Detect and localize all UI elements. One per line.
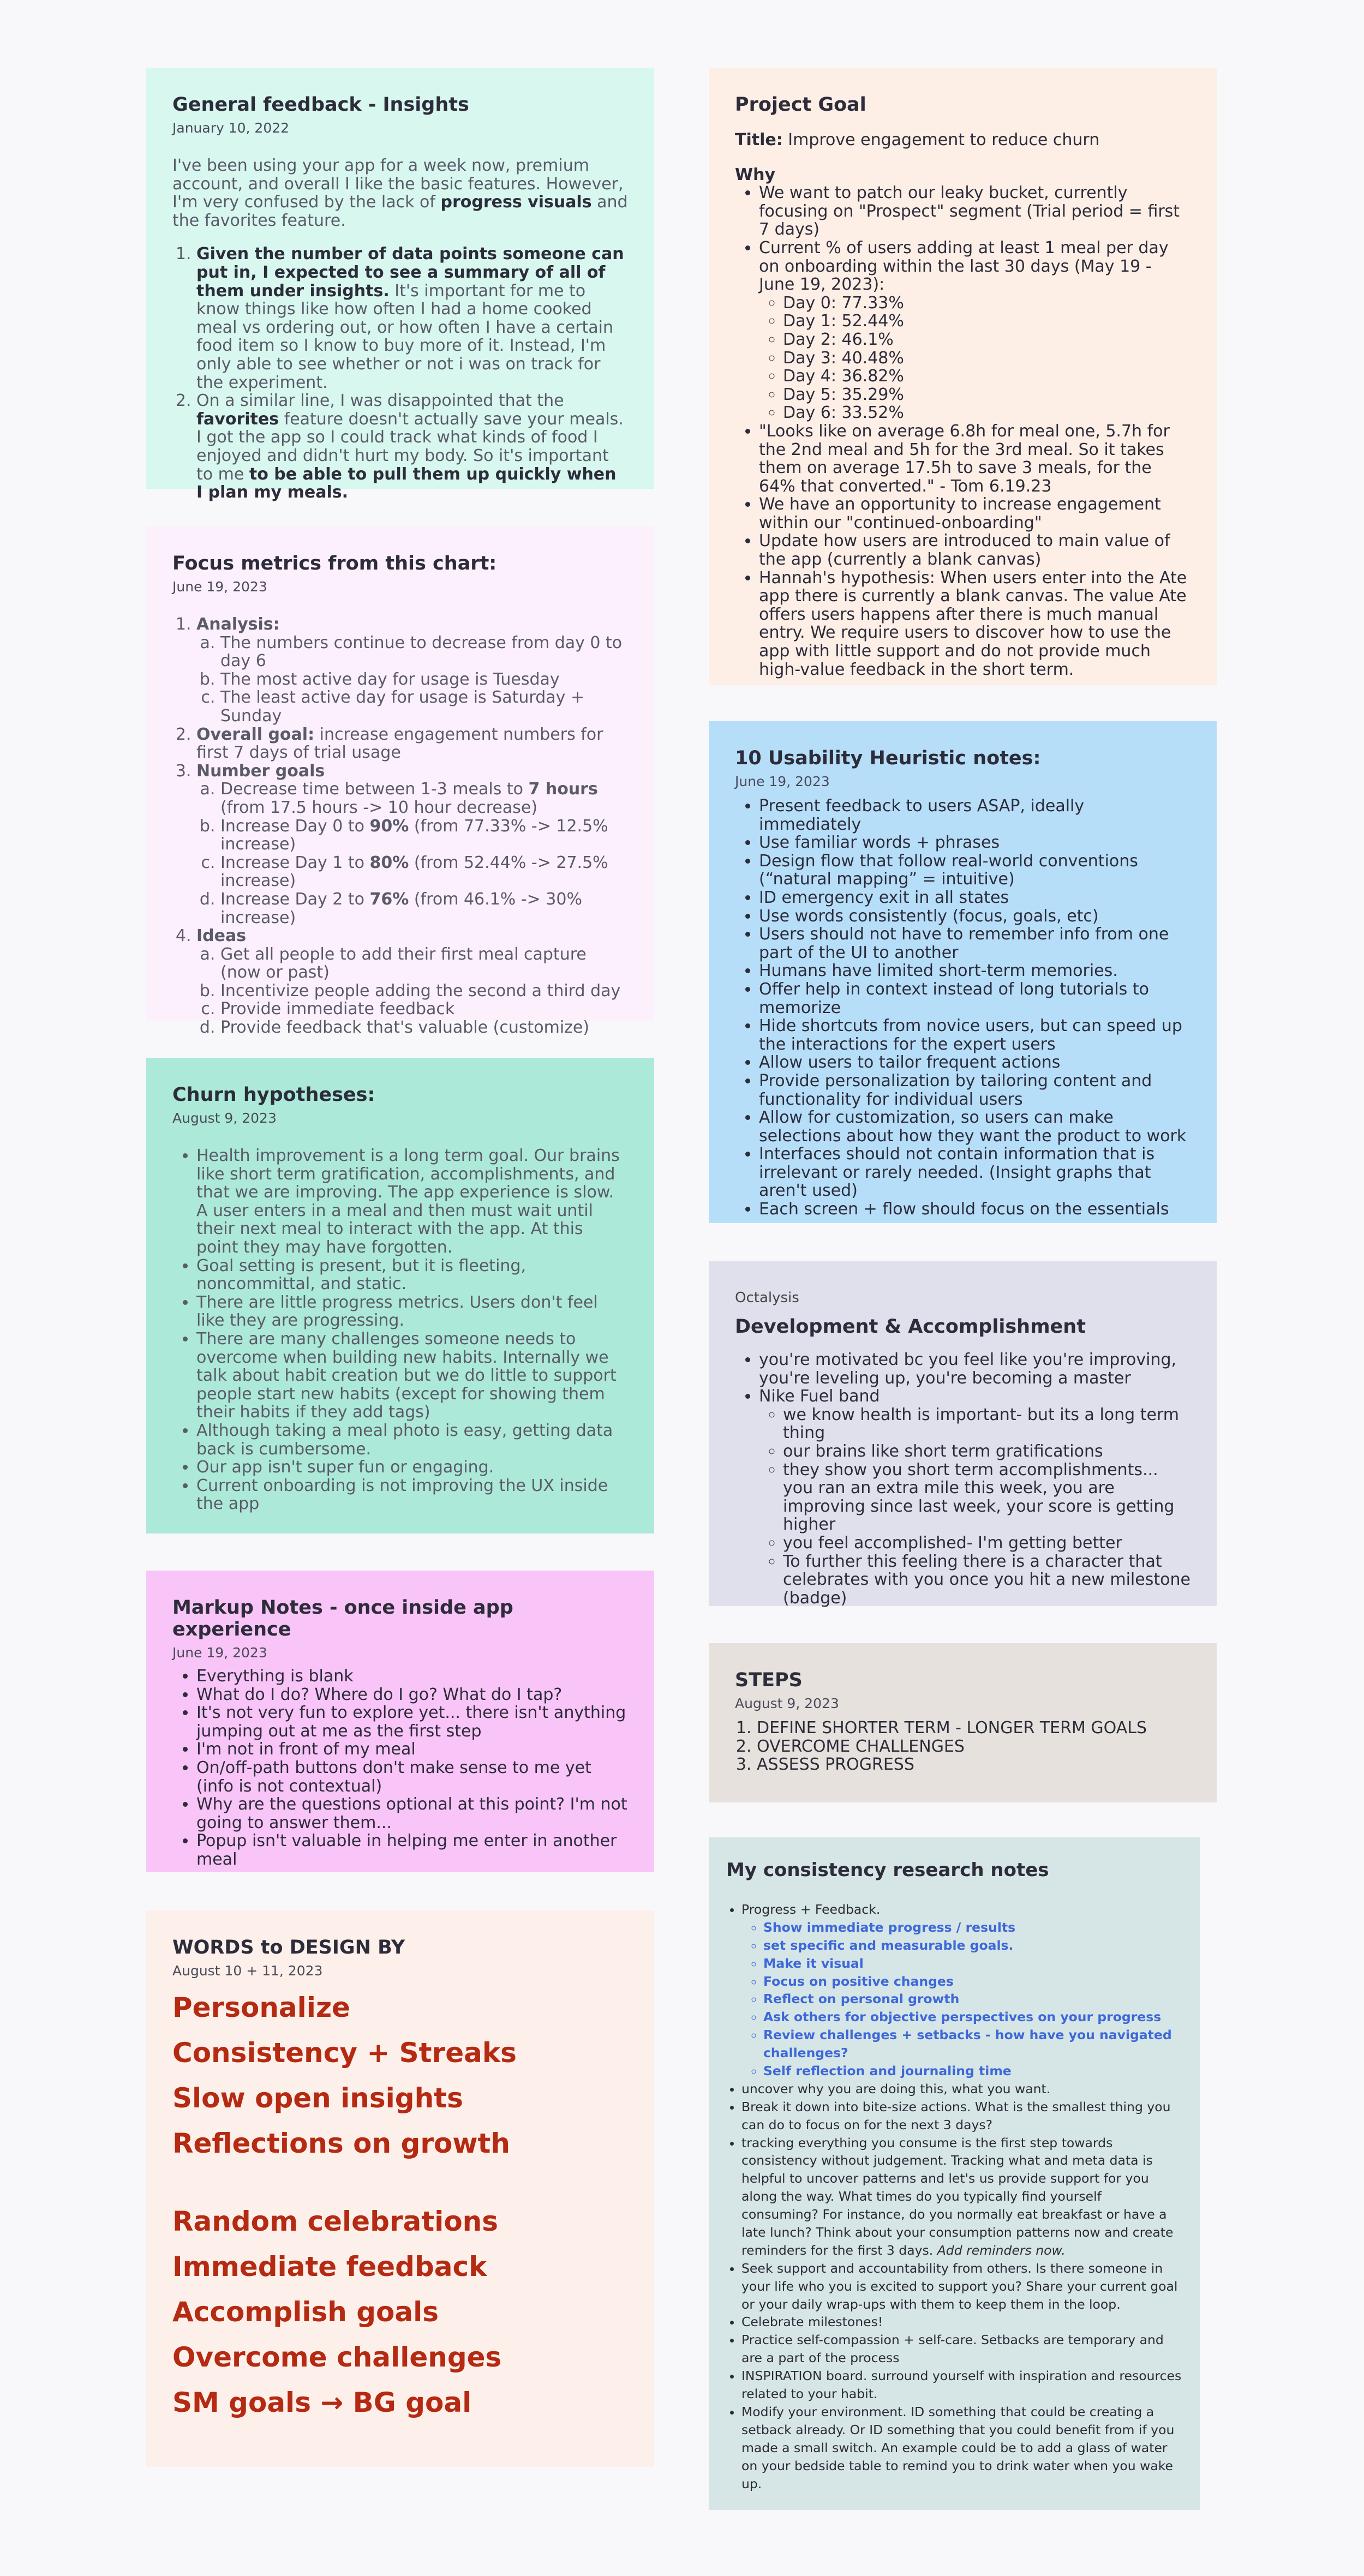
general-feedback-card [146,68,654,502]
list-item: • Current onboarding is not improving the UX inside the app [196,1477,628,1513]
list-item [741,2134,1182,2260]
steps-list [735,1719,1190,1774]
sub-list [741,1919,1182,2080]
octalysis-list [735,1351,1190,1607]
list-item [196,762,628,927]
list-item: 3. ASSESS PROGRESS [757,1756,1190,1774]
design-word: Slow open insights [172,2082,463,2114]
list-item: • Present feedback to users ASAP, ideally immediately [759,797,1190,834]
sub-item: ◦ To further this feeling there is a character that celebrates with you once you hit a new milestone (badge) [783,1553,1190,1608]
list-item: • Each screen + flow should focus on the essentials [759,1200,1190,1219]
sub-text: Increase Day 1 to [220,853,370,872]
item-text: On a similar line, I was disappointed that the [196,391,564,411]
sub-item: ◦ Reflect on personal growth [763,1990,1182,2008]
list-item: • Update how users are introduced to main value of the app (currently a blank canvas) [759,532,1190,568]
list-item: • Goal setting is present, but it is fleeting, noncommittal, and static. [196,1257,628,1293]
steps-card [709,1643,1217,1802]
list-item: • On/off-path buttons don't make sense to me yet (info is not contextual) [196,1759,628,1795]
why-heading: Why [735,165,776,184]
list-item: • Modify your environment. ID something that could be creating a setback already. Or ID something that you could benefit from if you made a small switch. An example could be to add a glass of water on your bedside table to remind you to drink water when you wake up. [741,2403,1182,2493]
list-item: • What do I do? Where do I go? What do I tap? [196,1686,628,1704]
sub-list [759,1406,1190,1608]
card-date: August 9, 2023 [172,1110,277,1126]
design-word: Accomplish goals [172,2296,439,2328]
card-title: Churn hypotheses: [172,1084,375,1106]
list-item: • Break it down into bite-size actions. What is the smallest thing you can do to focus on for the next 3 days? [741,2098,1182,2134]
list-item: • There are little progress metrics. Users don't feel like they are progressing. [196,1293,628,1330]
sub-item: ◦ we know health is important- but its a long term thing [783,1406,1190,1442]
card-title: Development & Accomplishment [735,1316,1086,1338]
list-item [196,927,628,1037]
card-title: General feedback - Insights [172,94,469,116]
item-bold: Given the number of data points someone can put in, I expected to see a summary of all of them under insights. [196,244,624,301]
item-text: increase engagement numbers for first 7 days of trial usage [196,724,603,763]
sub-item: a. The numbers continue to decrease from day 0 to day 6 [220,634,628,670]
sub-item [220,817,628,854]
design-word: SM goals → BG goal [172,2387,472,2418]
list-item: • INSPIRATION board. surround yourself with inspiration and resources related to your habit. [741,2367,1182,2403]
markup-list [172,1667,628,1869]
day-item: ◦ Day 6: 33.52% [783,404,1190,422]
sub-item: ◦ our brains like short term gratifications [783,1442,1190,1461]
list-item: • ID emergency exit in all states [759,889,1190,907]
list-item: • Humans have limited short-term memories. [759,962,1190,980]
goal-title-label: Title: [735,130,783,149]
sub-item: ◦ set specific and measurable goals. [763,1937,1182,1955]
intro-text: I've been using your app for a week now, premium account, and overall I like the basic features. However, I'm very confused by the lack of [172,156,624,212]
intro-text-end: and the favorites feature. [172,193,628,230]
day-item: ◦ Day 0: 77.33% [783,294,1190,313]
section-head: Overall goal: [196,724,315,744]
sub-bold: 7 hours [528,780,598,799]
sub-text: Increase Day 2 to [220,889,370,909]
list-item: • "Looks like on average 6.8h for meal one, 5.7h for the 2nd meal and 5h for the 3rd meal. So it takes them on average 17.5h to save 3 meals, for the 64% that converted." - Tom 6.19.23 [759,422,1190,495]
feedback-list [172,245,628,501]
card-date: August 9, 2023 [735,1696,839,1711]
list-item [196,615,628,726]
day-item: ◦ Day 2: 46.1% [783,331,1190,349]
sub-text: (from 77.33% -> 12.5% increase) [220,816,608,854]
list-item: • Popup isn't valuable in helping me enter in another meal [196,1832,628,1868]
day-item: ◦ Day 5: 35.29% [783,386,1190,404]
list-item: • Practice self-compassion + self-care. Setbacks are temporary and are a part of the process [741,2331,1182,2367]
list-item: • Everything is blank [196,1667,628,1686]
sub-bold: 80% [369,853,409,872]
list-item: • Why are the questions optional at this point? I'm not going to answer them... [196,1795,628,1832]
list-item: • Hannah's hypothesis: When users enter into the Ate app there is currently a blank canvas. The value Ate offers users happens after there is much manual entry. We require users to discover how to use the app with little support and do not provide much high-value feedback in the short term. [759,569,1190,679]
item-text: feature doesn't actually save your meals. I got the app so I could track what kinds of food I enjoyed and didn't hurt my body. So it's important to me [196,409,624,484]
sub-text: (from 17.5 hours -> 10 hour decrease) [220,798,538,817]
usability-heuristics-card [709,721,1217,1223]
card-date: June 19, 2023 [735,774,830,789]
sub-item [220,854,628,890]
list-item [741,1901,1182,2080]
item-text: It's important for me to know things like how often I had a home cooked meal vs ordering out, or how often I have a certain food item so I know to buy more of it. Instead, I'm only able to see whether or not i was on track for the experiment. [196,281,614,392]
sub-item [220,780,628,817]
card-label: Octalysis [735,1290,799,1306]
list-item [759,239,1190,422]
list-item: • Design flow that follow real-world conventions (“natural mapping” = intuitive) [759,852,1190,889]
sub-item: ◦ Focus on positive changes [763,1973,1182,1991]
item-bold: favorites [196,409,279,429]
list-item [196,245,628,392]
list-item: • We want to patch our leaky bucket, currently focusing on "Prospect" segment (Trial period = first 7 days) [759,184,1190,239]
sub-item: a. Get all people to add their first meal capture (now or past) [220,945,628,982]
list-item: • Users should not have to remember info from one part of the UI to another [759,925,1190,962]
list-item: • Offer help in context instead of long tutorials to memorize [759,980,1190,1017]
sub-list [196,780,628,927]
sub-item [220,890,628,927]
sub-item: ◦ you feel accomplished- I'm getting better [783,1534,1190,1553]
list-item: • Interfaces should not contain information that is irrelevant or rarely needed. (Insight graphs that aren't used) [759,1145,1190,1200]
metrics-list [172,615,628,1037]
section-head: Ideas [196,926,247,946]
list-item: 1. DEFINE SHORTER TERM - LONGER TERM GOALS [757,1719,1190,1738]
list-item: • Provide personalization by tailoring content and functionality for individual users [759,1072,1190,1109]
card-title: Markup Notes - once inside app experience [172,1597,513,1640]
card-date: August 10 + 11, 2023 [172,1963,323,1979]
day-item: ◦ Day 1: 52.44% [783,312,1190,331]
goal-title-line [735,131,1190,149]
list-item: • uncover why you are doing this, what you want. [741,2080,1182,2098]
sub-text: (from 46.1% -> 30% increase) [220,889,582,927]
card-title: My consistency research notes [726,1859,1049,1881]
item-bold: to be able to pull them up quickly when I plan my meals. [196,464,617,502]
list-item: • Celebrate milestones! [741,2313,1182,2331]
card-date: June 19, 2023 [172,1645,267,1661]
goal-title-value: Improve engagement to reduce churn [782,130,1100,149]
sub-item: ◦ Show immediate progress / results [763,1919,1182,1937]
list-item: • Seek support and accountability from others. Is there someone in your life who you is excited to support you? Share your current goal or your daily wrap-ups with them to keep them in the loop. [741,2260,1182,2314]
day-list [759,294,1190,422]
list-item: • Allow users to tailor frequent actions [759,1053,1190,1072]
card-title: Focus metrics from this chart: [172,553,497,574]
day-item: ◦ Day 4: 36.82% [783,367,1190,386]
hypotheses-list [172,1147,628,1513]
card-title: Project Goal [735,94,866,116]
item-text: Nike Fuel band [759,1387,880,1406]
design-word: Overcome challenges [172,2341,502,2373]
sub-text: Decrease time between 1-3 meals to [220,780,529,799]
churn-hypotheses-card [146,1058,654,1533]
list-item: • There are many challenges someone needs to overcome when building new habits. Internally we talk about habit creation but we do little to support people start new habits (except for showing them their habits if they add tags) [196,1330,628,1422]
sub-item: ◦ Ask others for objective perspectives on your progress [763,2008,1182,2026]
focus-metrics-card [146,526,654,1038]
octalysis-card [709,1261,1217,1606]
list-item: • Use familiar words + phrases [759,834,1190,852]
sub-text: Increase Day 0 to [220,816,370,836]
card-date: June 19, 2023 [172,579,267,595]
list-item: • you're motivated bc you feel like you're improving, you're leveling up, you're becoming a master [759,1351,1190,1387]
section-head: Number goals [196,761,325,781]
research-list [726,1901,1182,2493]
list-item: • Allow for customization, so users can make selections about how they want the product to work [759,1109,1190,1145]
design-word: Consistency + Streaks [172,2037,517,2069]
sub-list [196,634,628,726]
day-item: ◦ Day 3: 40.48% [783,349,1190,368]
intro-paragraph [172,157,628,230]
item-text: tracking everything you consume is the first step towards consistency without judgement. Tracking what and meta data is helpful to uncover patterns and let's us provide support for you along the way. What times do you typically find yourself consuming? For instance, do you normally eat breakfast or have a late lunch? Think about your consumption patterns now and create reminders for the first 3 days. [741,2135,1174,2258]
list-item [196,726,628,762]
sub-list [196,945,628,1037]
sub-item: c. Provide immediate feedback [220,1000,628,1019]
sub-item: ◦ Self reflection and journaling time [763,2062,1182,2080]
consistency-research-card [709,1837,1200,2510]
card-title: 10 Usability Heuristic notes: [735,747,1041,769]
markup-notes-card [146,1571,654,1872]
design-words [172,1994,628,2416]
item-italic: Add reminders now. [937,2242,1066,2258]
list-item: 2. OVERCOME CHALLENGES [757,1738,1190,1756]
list-item: • Health improvement is a long term goal. Our brains like short term gratification, accomplishments, and that we are improving. The app experience is slow. A user enters in a meal and then must wait until their next meal to interact with the app. At this point they may have forgotten. [196,1147,628,1257]
sub-text: (from 52.44% -> 27.5% increase) [220,853,608,891]
list-item: • It's not very fun to explore yet... there isn't anything jumping out at me as the first step [196,1704,628,1740]
item-text: Current % of users adding at least 1 meal per day on onboarding within the last 30 days (May 19 - June 19, 2023): [759,238,1169,295]
sub-item: c. The least active day for usage is Saturday + Sunday [220,688,628,725]
design-word: Immediate feedback [172,2251,487,2283]
list-item: • We have an opportunity to increase engagement within our "continued-onboarding" [759,495,1190,532]
list-item: • Use words consistently (focus, goals, etc) [759,907,1190,926]
words-to-design-by-card [146,1910,654,2467]
sub-item: b. Incentivize people adding the second a third day [220,982,628,1001]
item-text: Progress + Feedback. [741,1902,881,1917]
card-title: WORDS to DESIGN BY [172,1937,405,1958]
heuristics-list [735,797,1190,1219]
sub-item: d. Provide feedback that's valuable (customize) [220,1019,628,1037]
design-word: Reflections on growth [172,2128,511,2159]
project-goal-card [709,68,1217,685]
section-head: Analysis: [196,615,280,634]
list-item: • Hide shortcuts from novice users, but can speed up the interactions for the expert users [759,1017,1190,1053]
list-item: • Although taking a meal photo is easy, getting data back is cumbersome. [196,1422,628,1458]
list-item [196,392,628,502]
list-item [759,1387,1190,1607]
sub-item: ◦ Review challenges + setbacks - how have you navigated challenges? [763,2026,1182,2062]
why-list [735,184,1190,679]
intro-bold: progress visuals [440,193,592,212]
list-item: • Our app isn't super fun or engaging. [196,1458,628,1477]
sub-bold: 76% [369,889,409,909]
card-title: STEPS [735,1669,803,1691]
sub-item: b. The most active day for usage is Tuesday [220,670,628,689]
sub-item: ◦ they show you short term accomplishments... you ran an extra mile this week, you are improving since last week, your score is getting higher [783,1461,1190,1534]
card-date: January 10, 2022 [172,120,290,136]
design-word: Personalize [172,1992,350,2023]
list-item: • I'm not in front of my meal [196,1740,628,1759]
sub-bold: 90% [369,816,409,836]
design-word: Random celebrations [172,2206,499,2237]
sub-item: ◦ Make it visual [763,1955,1182,1973]
